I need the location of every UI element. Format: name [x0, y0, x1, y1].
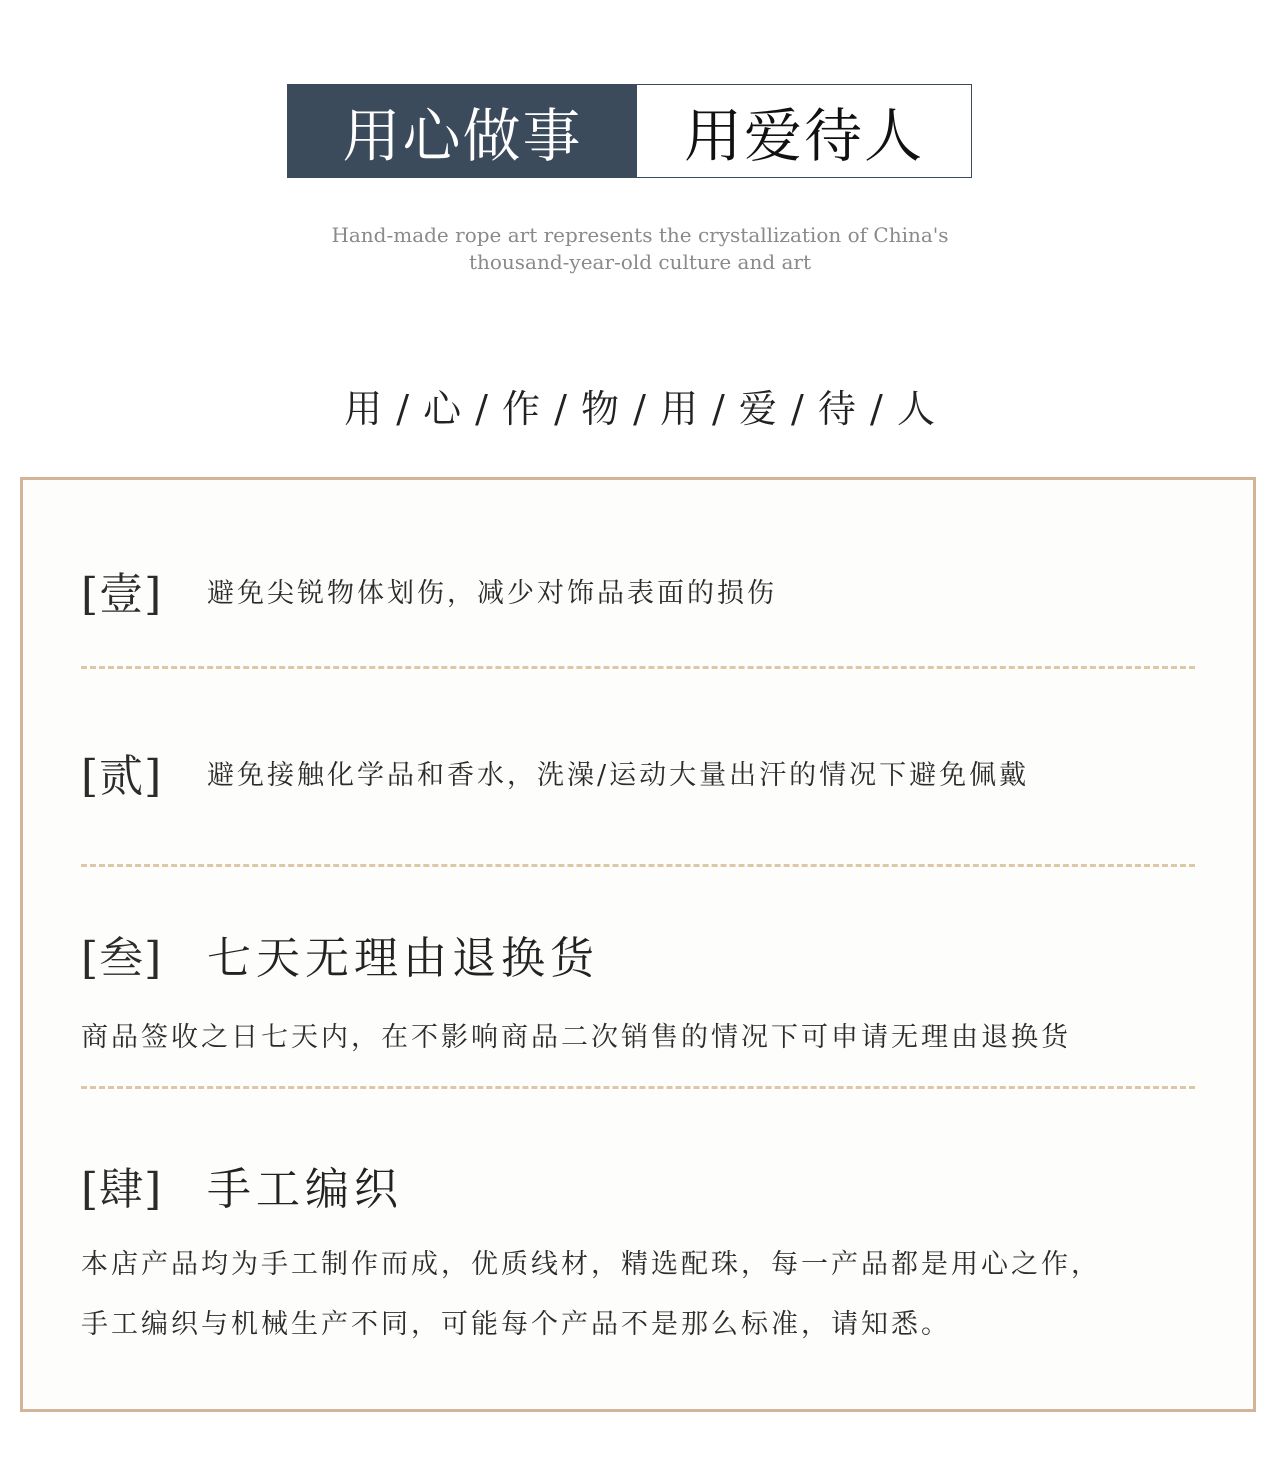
section-3 [81, 922, 1195, 1068]
section-number: [壹] [81, 569, 163, 620]
dashed-divider [81, 1086, 1195, 1089]
subtitle-line-2: thousand-year-old culture and art [468, 250, 812, 274]
section-title: 七天无理由退换货 [207, 933, 599, 984]
slogan: 用 / 心 / 作 / 物 / 用 / 爱 / 待 / 人 [344, 387, 936, 431]
section-number: [贰] [81, 751, 163, 802]
section-description-line-2: 手工编织与机械生产不同，可能每个产品不是那么标准，请知悉。 [81, 1309, 951, 1340]
english-subtitle [240, 222, 1040, 276]
section-description-line-1: 本店产品均为手工制作而成，优质线材，精选配珠，每一产品都是用心之作， [81, 1249, 1101, 1280]
section-text: 避免接触化学品和香水，洗澡/运动大量出汗的情况下避免佩戴 [207, 759, 1030, 791]
section-1 [81, 558, 1195, 622]
banner-left-text: 用心做事 [288, 85, 637, 177]
section-text: 避免尖锐物体划伤，减少对饰品表面的损伤 [207, 577, 777, 609]
section-2 [81, 740, 1195, 804]
banner-right-text: 用爱待人 [683, 102, 924, 170]
dashed-divider [81, 864, 1195, 867]
section-description: 商品签收之日七天内，在不影响商品二次销售的情况下可申请无理由退换货 [81, 1022, 1071, 1053]
section-title: 手工编织 [207, 1164, 403, 1215]
care-instructions-card [20, 477, 1256, 1412]
section-number: [叁] [81, 933, 163, 984]
subtitle-line-1: Hand-made rope art represents the crystallization of China's [331, 223, 949, 247]
section-number: [肆] [81, 1164, 163, 1215]
dashed-divider [81, 666, 1195, 669]
header-banner [287, 84, 972, 178]
section-4 [81, 1153, 1195, 1355]
